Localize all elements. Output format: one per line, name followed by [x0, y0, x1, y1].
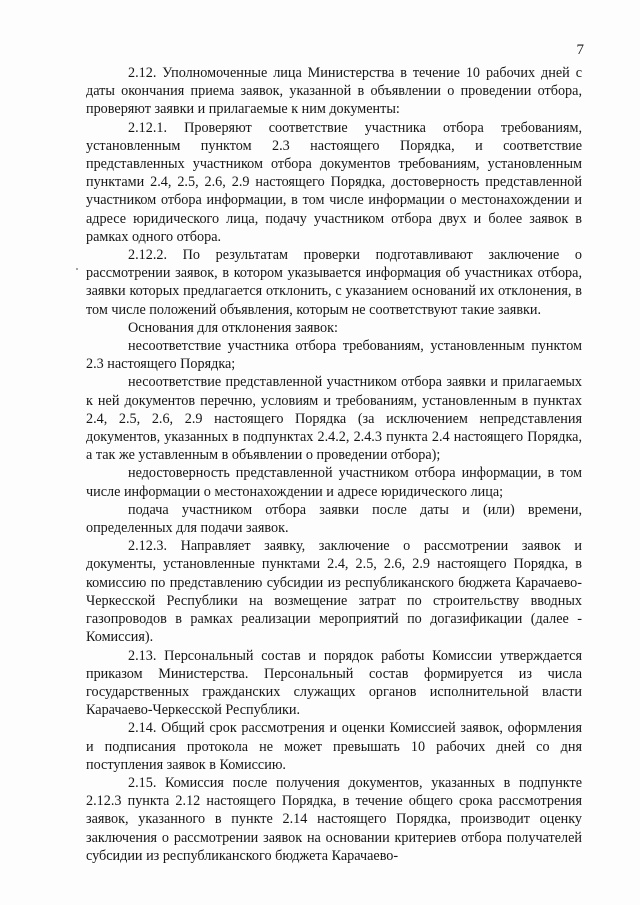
paragraph-2-12-1: 2.12.1. Проверяют соответствие участника отбора требованиям, установленным пунктом 2.3 настоящего Порядка, и соответствие представленных участником отбора документов требованиям, установленным пунктами 2.4, 2.5, 2.6, 2.9 настоящего Порядка, достоверность представленной участником отбора информации, в том числе информации о местонахождении и адресе юридического лица, подачу участником отбора двух и более заявок в рамках одного отбора. [86, 119, 582, 245]
document-body [86, 64, 582, 865]
paragraph-2-13: 2.13. Персональный состав и порядок работы Комиссии утверждается приказом Министерства. Персональный состав формируется из числа государственных гражданских служащих органов исполнительной власти Карачаево-Черкесской Республики. [86, 647, 582, 719]
paragraph-2-12-2: 2.12.2. По результатам проверки подготавливают заключение о рассмотрении заявок, в котором указывается информация об участниках отбора, заявки которых предлагается отклонить, с указанием оснований их отклонения, в том числе положений объявления, которым не соответствуют такие заявки. [86, 247, 582, 318]
paragraph-2-15: 2.15. Комиссия после получения документов, указанных в подпункте 2.12.3 пункта 2.12 настоящего Порядка, в течение общего срока рассмотрения заявок, указанного в пункте 2.14 настоящего Порядка, производит оценку заключения о рассмотрении заявок на основании критериев отбора получателей субсидии из республиканского бюджета Карачаево- [86, 774, 582, 864]
scan-artifact [76, 268, 78, 270]
paragraph-2-12: 2.12. Уполномоченные лица Министерства в течение 10 рабочих дней с даты окончания приема заявок, указанной в объявлении о проведении отбора, проверяют заявки и прилагаемые к ним документы: [86, 65, 582, 118]
paragraph-2-12-3: 2.12.3. Направляет заявку, заключение о рассмотрении заявок и документы, установленные пунктами 2.4, 2.5, 2.6, 2.9 настоящего Порядка, в комиссию по представлению субсидии из республиканского бюджета Карачаево-Черкесской Республики на возмещение затрат по строительству вводных газопроводов в рамках реализации мероприятий по догазификации (далее - Комиссия). [86, 538, 582, 646]
paragraph-rejection-ground-1: несоответствие участника отбора требованиям, установленным пунктом 2.3 настоящего Порядка; [86, 338, 582, 373]
paragraph-rejection-ground-2: несоответствие представленной участником отбора заявки и прилагаемых к ней документов перечню, условиям и требованиям, установленным в пунктах 2.4, 2.5, 2.6, 2.9 настоящего Порядка (за исключением непредставления документов, указанных в подпунктах 2.4.2, 2.4.3 пункта 2.4 настоящего Порядка, а так же уставленным в объявлении о проведении отбора); [86, 374, 582, 464]
page-number: 7 [576, 42, 584, 58]
paragraph-2-14: 2.14. Общий срок рассмотрения и оценки Комиссией заявок, оформления и подписания протокола не может превышать 10 рабочих дней со дня поступления заявок в Комиссию. [86, 720, 582, 773]
paragraph-rejection-ground-4: подача участником отбора заявки после даты и (или) времени, определенных для подачи заявок. [86, 501, 582, 537]
paragraph-rejection-grounds-heading: Основания для отклонения заявок: [128, 319, 338, 336]
paragraph-rejection-ground-3: недостоверность представленной участником отбора информации, в том числе информации о местонахождении и адресе юридического лица; [86, 465, 582, 500]
